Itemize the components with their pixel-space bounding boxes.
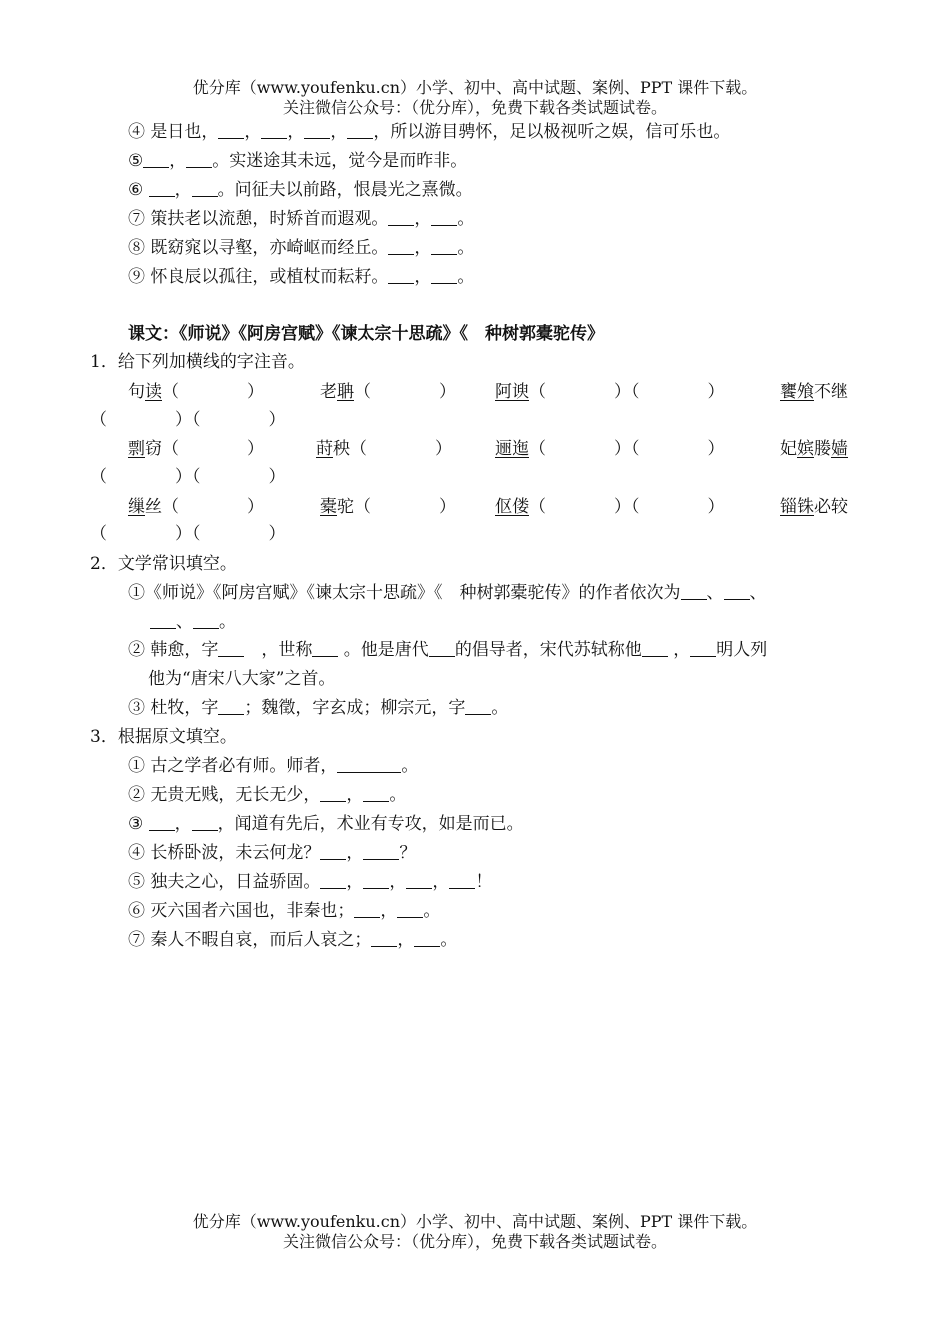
blank[interactable] xyxy=(371,930,397,947)
q1-word-9: 缫丝（ ） xyxy=(128,497,264,517)
q1-word-5: 剽窃（ ） xyxy=(128,439,264,459)
q1-word-2: 老聃（ ） xyxy=(320,382,456,402)
q1-word-7: 逦迤（ ）（ ） xyxy=(495,439,725,459)
prev-line-4: ④ 是日也， ， ， ， ，所以游目骋怀，足以极视听之娱，信可乐也。 xyxy=(128,122,731,142)
blank[interactable] xyxy=(406,872,432,889)
blank[interactable] xyxy=(724,583,750,600)
q1-word-1: 句读（ ） xyxy=(128,382,264,402)
blank[interactable] xyxy=(149,814,175,831)
q1-word-10: 橐驼（ ） xyxy=(320,497,456,517)
q1-word-8-answers: （ ）（ ） xyxy=(90,467,286,487)
blank[interactable] xyxy=(363,785,389,802)
prev-line-8: ⑧ 既窈窕以寻壑，亦崎岖而经丘。 ， 。 xyxy=(128,238,475,258)
blank[interactable] xyxy=(150,612,176,629)
blank[interactable] xyxy=(449,872,475,889)
blank[interactable] xyxy=(312,640,338,657)
q1-word-3: 阿谀（ ）（ ） xyxy=(495,382,725,402)
q1-word-11: 伛偻（ ）（ ） xyxy=(495,497,725,517)
q1-word-12: 锱铢必较 xyxy=(780,497,848,517)
blank[interactable] xyxy=(143,151,169,168)
blank[interactable] xyxy=(320,785,346,802)
header-line-2: 关注微信公众号：（优分库），免费下载各类试题试卷。 xyxy=(282,98,667,117)
blank[interactable] xyxy=(304,122,330,139)
q1-word-8: 妃嫔媵嫱 xyxy=(780,439,848,459)
q1-word-12-answers: （ ）（ ） xyxy=(90,524,286,544)
header-line-1: 优分库（www.youfenku.cn）小学、初中、高中试题、案例、PPT 课件下载。 xyxy=(192,78,758,97)
blank[interactable] xyxy=(337,756,401,773)
blank[interactable] xyxy=(642,640,668,657)
blank[interactable] xyxy=(193,612,219,629)
blank[interactable] xyxy=(363,872,389,889)
blank[interactable] xyxy=(320,872,346,889)
q3-item-2: ② 无贵无贱，无长无少， ， 。 xyxy=(128,785,407,805)
blank[interactable] xyxy=(218,640,244,657)
q3-item-3: ③ ， ，闻道有先后，术业有专攻，如是而已。 xyxy=(128,814,524,834)
blank[interactable] xyxy=(261,122,287,139)
q2-title: 2．文学常识填空。 xyxy=(90,554,237,574)
blank[interactable] xyxy=(192,180,218,197)
q3-item-5: ⑤ 独夫之心，日益骄固。 ， ， ， ！ xyxy=(128,872,493,892)
blank[interactable] xyxy=(363,843,399,860)
q3-item-7: ⑦ 秦人不暇自哀，而后人哀之； ， 。 xyxy=(128,930,458,950)
q2-item-2: ② 韩愈，字 ，世称 。他是唐代 的倡导者，宋代苏轼称他 ， 明人列 xyxy=(128,640,768,660)
blank[interactable] xyxy=(388,209,414,226)
prev-line-6: ⑥ ， 。问征夫以前路，恨晨光之熹微。 xyxy=(128,180,473,200)
blank[interactable] xyxy=(388,267,414,284)
q2-item-3: ③ 杜牧，字 ；魏徵，字玄成；柳宗元，字 。 xyxy=(128,698,509,718)
blank[interactable] xyxy=(431,267,457,284)
section-title: 课文：《师说》《阿房宫赋》《谏太宗十思疏》《 种树郭橐驼传》 xyxy=(128,324,604,344)
blank[interactable] xyxy=(681,583,707,600)
q3-item-4: ④ 长桥卧波，未云何龙？ ， ？ xyxy=(128,843,417,863)
q3-title: 3．根据原文填空。 xyxy=(90,727,237,747)
footer-line-2: 关注微信公众号：（优分库），免费下载各类试题试卷。 xyxy=(282,1232,667,1251)
blank[interactable] xyxy=(429,640,455,657)
blank[interactable] xyxy=(388,238,414,255)
blank[interactable] xyxy=(397,901,423,918)
blank[interactable] xyxy=(354,901,380,918)
q2-item-2-cont: 他为“唐宋八大家”之首。 xyxy=(148,669,336,689)
footer-line-1: 优分库（www.youfenku.cn）小学、初中、高中试题、案例、PPT 课件下载。 xyxy=(192,1212,758,1231)
blank[interactable] xyxy=(218,122,244,139)
q1-word-6: 莳秧（ ） xyxy=(316,439,452,459)
blank[interactable] xyxy=(218,698,244,715)
q3-item-6: ⑥ 灭六国者六国也，非秦也； ， 。 xyxy=(128,901,441,921)
q3-item-1: ① 古之学者必有师。师者， 。 xyxy=(128,756,419,776)
q1-word-4: 饔飧不继 xyxy=(780,382,848,402)
prev-line-5: ⑤ ， 。实迷途其未远，觉今是而昨非。 xyxy=(128,151,468,171)
blank[interactable] xyxy=(320,843,346,860)
blank[interactable] xyxy=(465,698,491,715)
q1-title: 1．给下列加横线的字注音。 xyxy=(90,352,305,372)
blank[interactable] xyxy=(414,930,440,947)
q2-item-1-cont: 、 。 xyxy=(150,611,236,633)
q1-word-4-answers: （ ）（ ） xyxy=(90,410,286,430)
blank[interactable] xyxy=(431,209,457,226)
blank[interactable] xyxy=(431,238,457,255)
q2-item-1: ①《师说》《阿房宫赋》《谏太宗十思疏》《 种树郭橐驼传》的作者依次为 、 、 xyxy=(128,583,767,603)
blank[interactable] xyxy=(192,814,218,831)
blank[interactable] xyxy=(149,180,175,197)
prev-line-7: ⑦ 策扶老以流憩，时矫首而遐观。 ， 。 xyxy=(128,209,475,229)
prev-line-9: ⑨ 怀良辰以孤往，或植杖而耘耔。 ， 。 xyxy=(128,267,475,287)
blank[interactable] xyxy=(347,122,373,139)
blank[interactable] xyxy=(690,640,716,657)
blank[interactable] xyxy=(186,151,212,168)
